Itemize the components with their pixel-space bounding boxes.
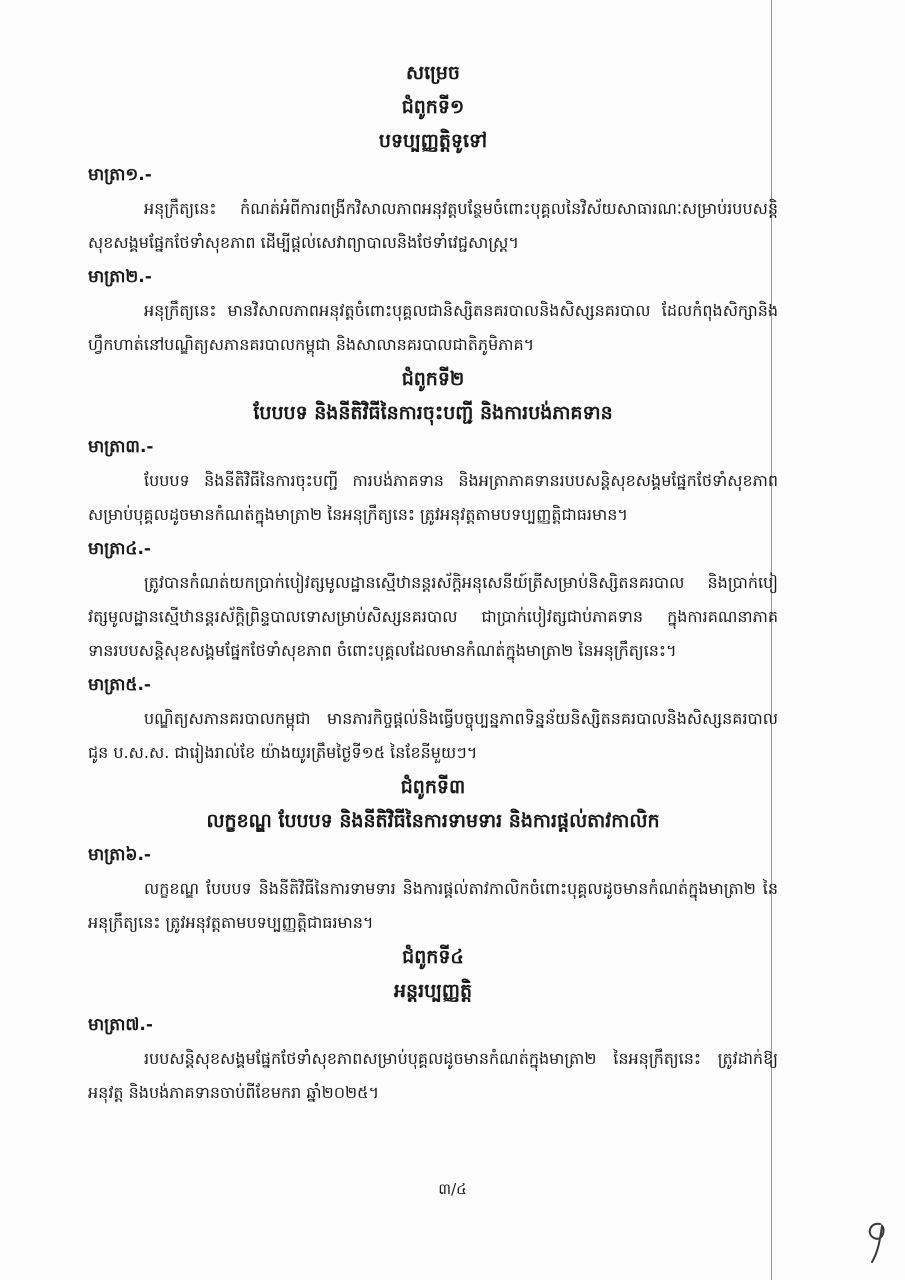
article-5-text: បណ្ឌិត្យសភានគរបាលកម្ពុជា មានភារកិច្ចផ្តល់និងធ្វើបច្ចុប្បន្នភាពទិន្នន័យនិស្សិតនគរបាលនិងសិស្សនគរបាល ជូន ប.ស.ស. ជារៀងរាល់ខែ យ៉ាងយូរត្រឹមថ្ងៃទី១៥ នៃខែនីមួយៗ។ — [88, 709, 778, 762]
article-6-text: លក្ខខណ្ឌ បែបបទ និងនីតិវិធីនៃការទាមទារ និងការផ្តល់តាវកាលិកចំពោះបុគ្គលដូចមានកំណត់ក្នុងមាត្រា២ នៃអនុក្រឹត្យនេះ ត្រូវអនុវត្តតាមបទប្បញ្ញត្តិជាធរមាន។ — [88, 879, 778, 932]
article-4-label: មាត្រា៤.- — [88, 539, 151, 559]
article-3-text: បែបបទ និងនីតិវិធីនៃការចុះបញ្ជី ការបង់ភាគទាន និងអត្រាភាគទានរបបសន្តិសុខសង្គមផ្នែកថែទាំសុខភាពសម្រាប់បុគ្គលដូចមានកំណត់ក្នុងមាត្រា២ នៃអនុក្រឹត្យនេះ ត្រូវអនុវត្តតាមបទប្បញ្ញត្តិជាធរមាន។ — [88, 471, 778, 524]
article-1-text: អនុក្រឹត្យនេះ កំណត់អំពីការពង្រីកវិសាលភាពអនុវត្តបន្ថែមចំពោះបុគ្គលនៃវិស័យសាធារណៈសម្រាប់របបសន្តិសុខសង្គមផ្នែកថែទាំសុខភាព ដើម្បីផ្តល់សេវាព្យាបាលនិងថែទាំវេជ្ជសាស្ត្រ។ — [88, 199, 778, 252]
chapter-1-number: ជំពូកទី១ — [401, 96, 465, 118]
document-body — [88, 56, 778, 1110]
article-5-label: មាត្រា៥.- — [88, 675, 151, 695]
article-3-label: មាត្រា៣.- — [88, 437, 154, 457]
chapter-2-number: ជំពូកទី២ — [401, 368, 465, 390]
article-4-text: ត្រូវបានកំណត់យកប្រាក់បៀវត្សមូលដ្ឋានស្មើឋានន្តរស័ក្តិអនុសេនីយ៍ត្រីសម្រាប់និស្សិតនគរបាល និងប្រាក់បៀវត្សមូលដ្ឋានស្មើឋានន្តរស័ក្តិព្រិន្ទបាលទោសម្រាប់សិស្សនគរបាល ជាប្រាក់បៀវត្សជាប់ភាគទាន ក្នុងការគណនាភាគទានរបបសន្តិសុខសង្គមផ្នែកថែទាំសុខភាព ចំពោះបុគ្គលដែលមានកំណត់ក្នុងមាត្រា២ នៃអនុក្រឹត្យនេះ។ — [88, 573, 778, 660]
article-7-text: របបសន្តិសុខសង្គមផ្នែកថែទាំសុខភាពសម្រាប់បុគ្គលដូចមានកំណត់ក្នុងមាត្រា២ នៃអនុក្រឹត្យនេះ ត្រូវដាក់ឱ្យអនុវត្ត និងបង់ភាគទានចាប់ពីខែមករា ឆ្នាំ២០២៥។ — [88, 1049, 778, 1102]
chapter-3-title: លក្ខខណ្ឌ បែបបទ និងនីតិវិធីនៃការទាមទារ និងការផ្តល់តាវកាលិក — [206, 810, 660, 832]
chapter-4-title: អន្តរប្បញ្ញត្តិ — [393, 980, 473, 1002]
chapter-2-title: បែបបទ និងនីតិវិធីនៃការចុះបញ្ជី និងការបង់ភាគទាន — [253, 402, 613, 424]
article-1-label: មាត្រា១.- — [88, 165, 152, 185]
article-7-label: មាត្រា៧.- — [88, 1015, 153, 1035]
article-2-label: មាត្រា២.- — [88, 267, 152, 287]
page-number: ៣/៤ — [438, 1180, 467, 1198]
chapter-1-title: បទប្បញ្ញត្តិទូទៅ — [378, 130, 488, 152]
decision-heading: សម្រេច — [406, 62, 460, 84]
article-6-label: មាត្រា៦.- — [88, 845, 151, 865]
chapter-3-number: ជំពូកទី៣ — [400, 776, 466, 798]
initial-signature-icon — [858, 1216, 898, 1266]
chapter-4-number: ជំពូកទី៤ — [402, 946, 464, 968]
article-2-text: អនុក្រឹត្យនេះ មានវិសាលភាពអនុវត្តចំពោះបុគ្គលជានិស្សិតនគរបាលនិងសិស្សនគរបាល ដែលកំពុងសិក្សានិងហ្វឹកហាត់នៅបណ្ឌិត្យសភានគរបាលកម្ពុជា និងសាលានគរបាលជាតិភូមិភាគ។ — [88, 301, 778, 354]
